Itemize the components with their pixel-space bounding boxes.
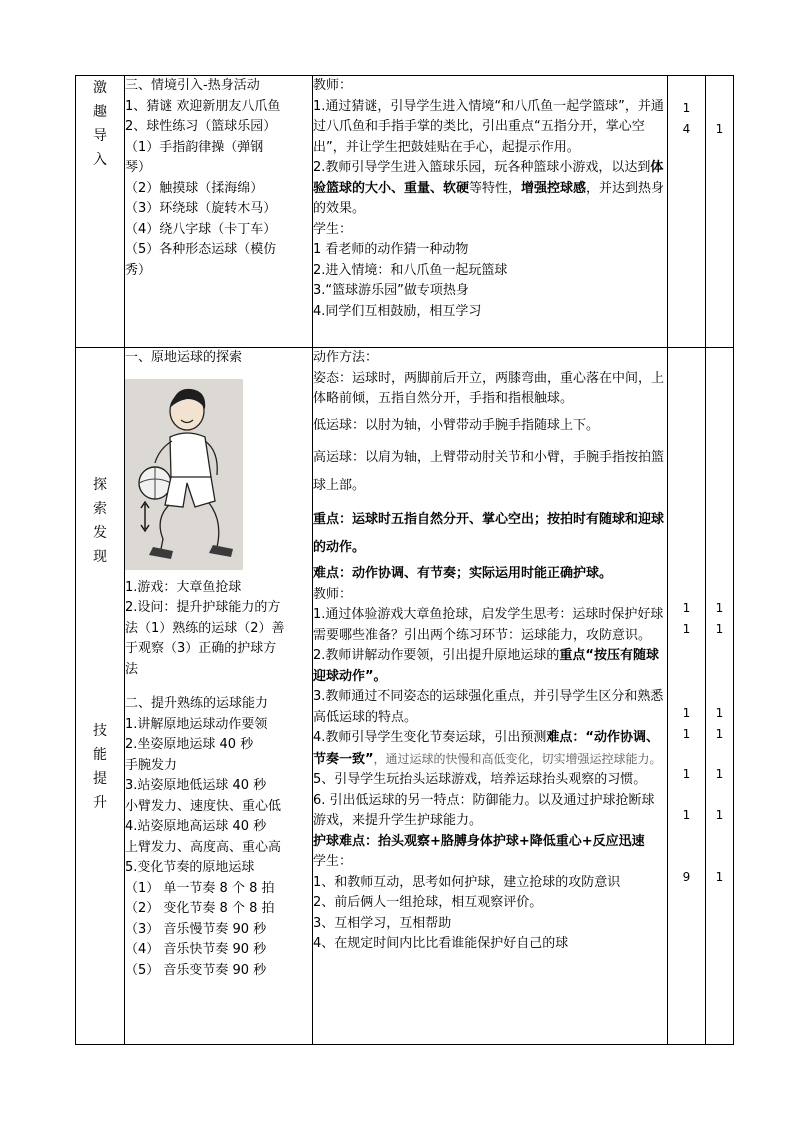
explore-col4-value: 1: [682, 807, 691, 822]
warmup-student-item: 1 看老师的动作猜一种动物: [313, 242, 469, 257]
warmup-t2-part: 2.教师引导学生进入篮球乐园，玩各种篮球小游戏，以达到: [313, 160, 651, 175]
explore-content-item: （5） 音乐变节奏 90 秒: [125, 962, 267, 978]
explore-col5-value: 1: [715, 726, 724, 741]
explore-content-item: （2） 变化节奏 8 个 8 拍: [125, 901, 275, 916]
explore-items-b: [125, 715, 312, 982]
explore-student-item: 2、前后俩人一组抢球，相互观察评价。: [313, 895, 543, 910]
difficulty-text: 难点：动作协调、有节奏；实际运用时能正确护球。: [313, 566, 613, 581]
explore-content-item: （1） 单一节奏 8 个 8 拍: [125, 880, 275, 896]
explore-col5-value: 1: [715, 807, 724, 822]
warmup-student-item: 2.进入情境：和八爪鱼一起玩篮球: [313, 262, 508, 278]
warmup-content-item: 琴）: [125, 160, 152, 175]
warmup-content-item: （3）环绕球（旋转木马）: [125, 201, 277, 216]
warmup-content-cell: [125, 76, 313, 348]
t2-part: 2.教师讲解动作要领，引出提升原地运球的: [313, 648, 560, 663]
t4-part: 4.教师引导学生变化节奏运球，引出预测: [313, 730, 547, 745]
explore-student-item: 3、互相学习，互相帮助: [313, 915, 452, 931]
explore-content-item: 3.站姿原地低运球 40 秒: [125, 778, 267, 793]
high-dribble-text: 高运球：以肩为轴，上臂带动肘关节和小臂，手腕手指按拍篮球上部。: [313, 450, 665, 493]
explore-heading: 一、原地运球的探索: [125, 350, 243, 365]
explore-content-item: 5.变化节奏的原地运球: [125, 860, 255, 875]
warmup-stage-label: 激趣导入: [93, 80, 107, 168]
explore-content-item: （3） 音乐慢节奏 90 秒: [125, 921, 267, 937]
explore-col4-value: 1: [682, 726, 691, 741]
warmup-col5-value: 1: [715, 122, 724, 136]
t4-bold: 难点：“动作协调、节奏一致”: [313, 730, 659, 767]
explore-content-item: 手腕发力: [125, 757, 178, 773]
spacer: [125, 680, 312, 694]
warmup-content-item: 1、猜谜 欢迎新朋友八爪鱼: [125, 98, 281, 114]
explore-col5-value: 1: [715, 706, 724, 720]
explore-col4-value: 1: [682, 706, 691, 720]
warmup-t2-part: 等特性，: [469, 180, 522, 196]
warmup-student-item: 3.“篮球游乐园”做专项热身: [313, 283, 469, 298]
explore-col4-value: 9: [682, 870, 691, 884]
explore-items-a: [125, 578, 312, 681]
lesson-plan-table: [75, 75, 734, 1045]
explore-student-label: 学生：: [313, 854, 353, 869]
explore-col5-value: 1: [715, 767, 724, 781]
explore-stage-cell: [76, 348, 125, 1045]
warmup-row: [76, 76, 734, 348]
explore-teacher-label: 教师：: [313, 586, 353, 602]
explore-teacher-step-4: [313, 728, 667, 770]
warmup-content-item: （5）各种形态运球（模仿: [125, 242, 277, 257]
protect-difficulty-text: 护球难点：抬头观察+胳膊身体护球+降低重心+反应迅速: [313, 833, 645, 849]
warmup-t2-part: ，并达到热身的效果。: [313, 180, 665, 216]
warmup-content-item: （1）手指韵律操（弹钢: [125, 139, 264, 155]
warmup-teacher-step-2: [313, 158, 667, 220]
boy-dribbling-drawing: [125, 379, 243, 570]
t2-bold: 重点“按压有随球迎球动作”。: [313, 648, 659, 684]
explore-content-item: 4.站姿原地高运球 40 秒: [125, 819, 267, 834]
explore-col5-value: 1: [715, 601, 724, 615]
warmup-student-item: 4.同学们互相鼓励，相互学习: [313, 303, 482, 319]
explore-content-item: 小臂发力、速度快、重心低: [125, 798, 282, 814]
explore-row: [76, 348, 734, 1045]
explore-stage-label: 探索发现: [93, 477, 107, 565]
explore-content-item: 2.设问：提升护球能力的方: [125, 600, 281, 615]
explore-col5-value: 1: [715, 621, 724, 636]
skill-stage-label: 技能提升: [93, 723, 107, 811]
warmup-t2-bold: 体验篮球的大小、重量、软硬: [313, 160, 664, 196]
explore-student-item: 4、在规定时间内比比看谁能保护好自己的球: [313, 936, 569, 951]
explore-teacher-step-6: 6. 引出低运球的另一特点：防御能力。以及通过护球抢断球游戏，来提升学生护球能力。: [313, 792, 655, 828]
explore-teacher-step-3: 3.教师通过不同姿态的运球强化重点，并引导学生区分和熟悉高低运球的特点。: [313, 689, 664, 725]
method-label: 动作方法：: [313, 350, 379, 365]
explore-teacher-step-2: [313, 646, 667, 687]
warmup-student-label: 学生：: [313, 221, 353, 237]
low-dribble-text: 低运球：以肘为轴，小臂带动手腕手指随球上下。: [313, 417, 600, 433]
warmup-content-item: 秀）: [125, 262, 152, 278]
explore-heading-2: 二、提升熟练的运球能力: [125, 696, 269, 711]
explore-col4-value: 1: [682, 621, 691, 636]
explore-col4-cell: [668, 348, 706, 1045]
explore-content-item: 1.讲解原地运球动作要领: [125, 716, 268, 732]
explore-student-item: 1、和教师互动，思考如何护球，建立抢球的攻防意识: [313, 874, 621, 890]
explore-content-item: 法（1）熟练的运球（2）善: [125, 620, 285, 636]
explore-content-item: 上臂发力、高度高、重心高: [125, 839, 282, 855]
posture-text: 姿态：运球时，两脚前后开立，两膝弯曲，重心落在中间，上体略前倾，五指自然分开，手指和指根触球。: [313, 370, 665, 406]
warmup-content-item: 三、情境引入-热身活动: [125, 78, 260, 93]
explore-content-item: （4） 音乐快节奏 90 秒: [125, 942, 267, 957]
t4-gray: ，通过运球的快慢和高低变化，切实增强运控球能力。: [373, 751, 662, 766]
explore-content-item: 法: [125, 661, 139, 677]
warmup-content-list: [125, 76, 312, 281]
warmup-teacher-step-1: 1.通过猜谜，引导学生进入情境“和八爪鱼一起学篮球”，并通过八爪鱼和手指手掌的类比，引出重点“五指分开，掌心空出”，并让学生把鼓娃贴在手心，起提示作用。: [313, 98, 664, 155]
warmup-content-item: （4）绕八字球（卡丁车）: [125, 221, 277, 237]
explore-col4-value: 1: [682, 601, 691, 615]
explore-content-cell: [125, 348, 313, 1045]
warmup-col4-value: 4: [682, 121, 691, 136]
warmup-content-item: （2）触摸球（揉海绵）: [125, 180, 264, 196]
explore-col5-cell: [706, 348, 734, 1045]
explore-teacher-step-1: 1.通过体验游戏大章鱼抢球，启发学生思考：运球时保护好球需要哪些准备？引出两个练习环节：运球能力，攻防意识。: [313, 607, 664, 643]
warmup-t2-bold: 增强控球感: [521, 180, 587, 196]
explore-content-item: 1.游戏：大章鱼抢球: [125, 579, 242, 595]
warmup-col5-cell: [706, 76, 734, 348]
warmup-stage-cell: [76, 76, 125, 348]
warmup-col4-cell: [668, 76, 706, 348]
explore-content-item: 2.坐姿原地运球 40 秒: [125, 737, 254, 752]
explore-col5-value: 1: [715, 870, 724, 884]
explore-content-item: 于观察（3）正确的护球方: [125, 641, 277, 656]
explore-col4-value: 1: [682, 767, 691, 781]
key-point-text: 重点：运球时五指自然分开、掌心空出；按拍时有随球和迎球的动作。: [313, 512, 665, 555]
warmup-method-cell: [313, 76, 668, 348]
boy-dribbling-illustration: [125, 379, 243, 570]
explore-teacher-step-5: 5、引导学生玩抬头运球游戏，培养运球抬头观察的习惯。: [313, 772, 647, 787]
warmup-content-item: 2、球性练习（篮球乐园）: [125, 119, 277, 134]
warmup-teacher-label: 教师：: [313, 78, 353, 93]
warmup-col4-value: 1: [682, 101, 691, 115]
explore-method-cell: [313, 348, 668, 1045]
